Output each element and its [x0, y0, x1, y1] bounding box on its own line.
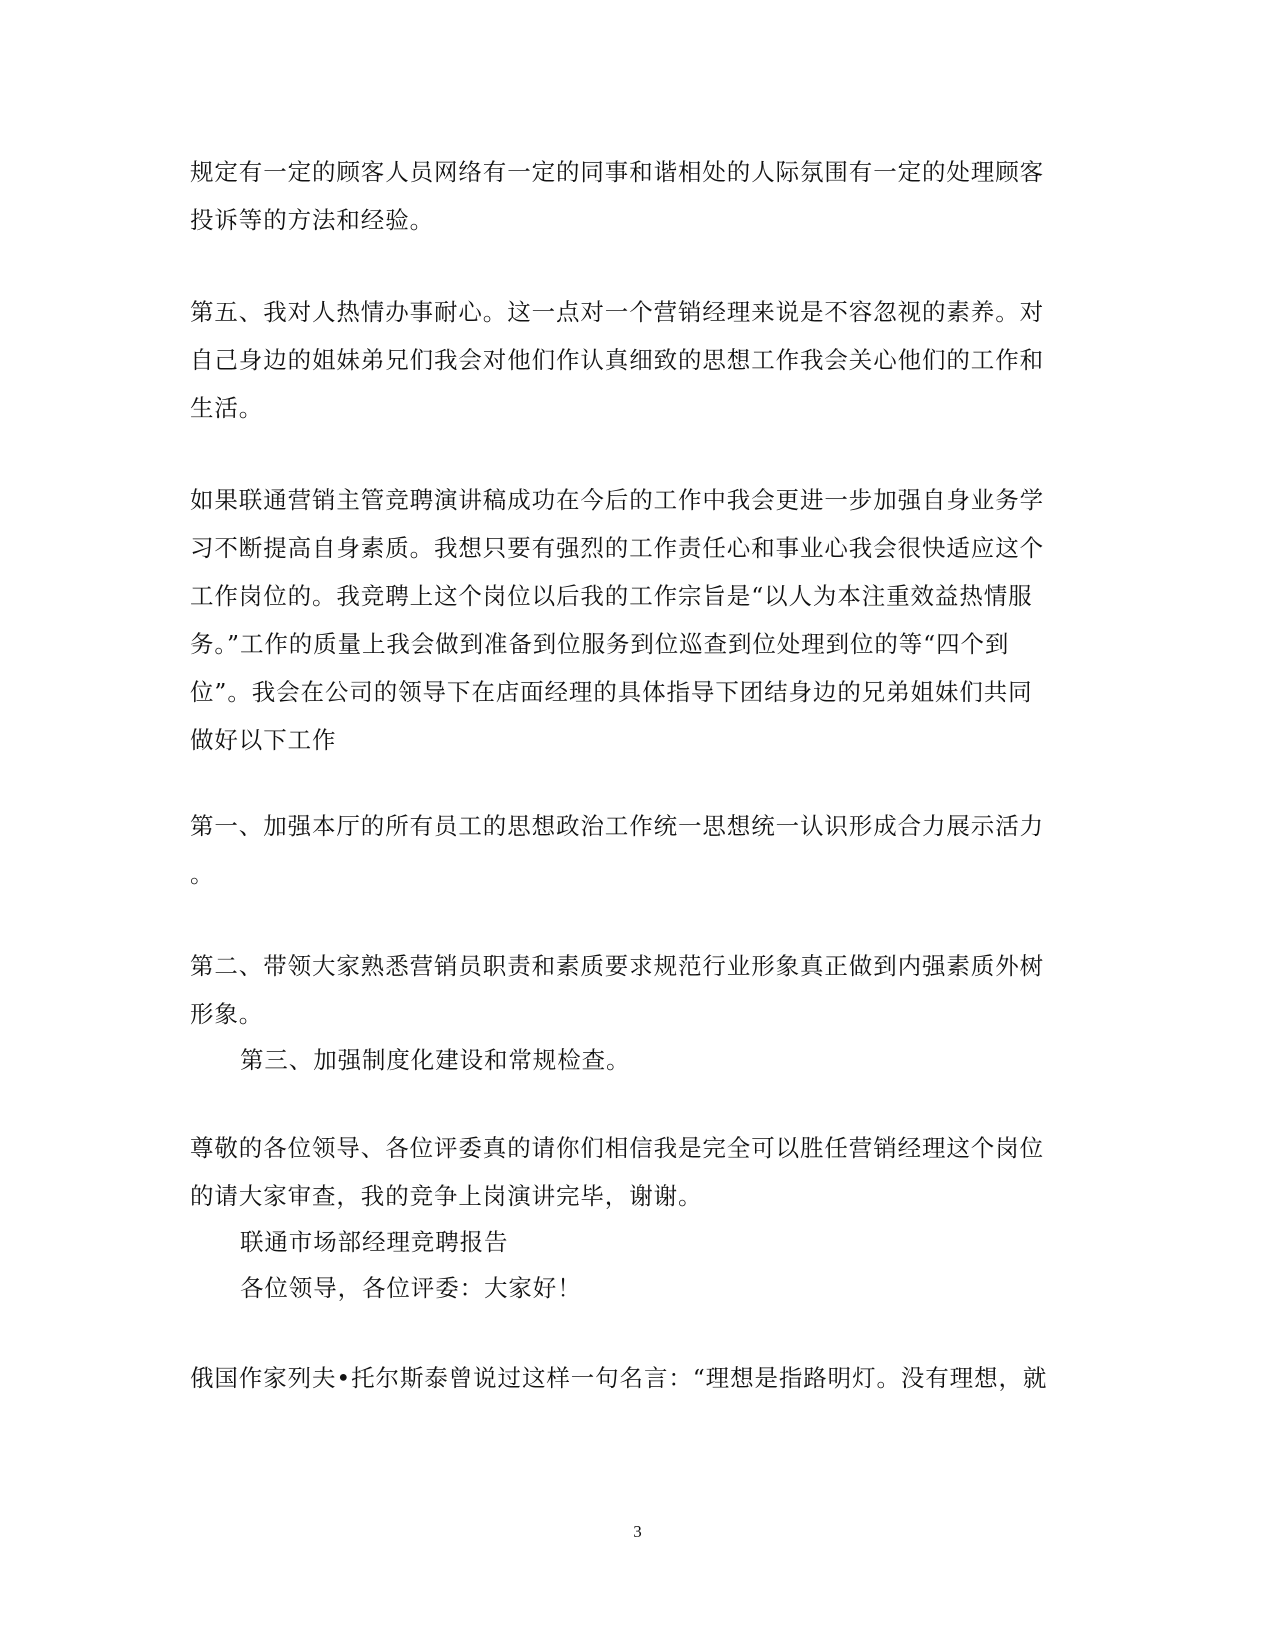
- page-number: 3: [633, 1522, 642, 1541]
- paragraph-tolstoy-quote: [190, 1354, 1070, 1402]
- text-line: 第一、加强本厅的所有员工的思想政治工作统一思想统一认识形成合力展示活力: [190, 812, 1044, 840]
- text-line: 规定有一定的顾客人员网络有一定的同事和谐相处的人际氛围有一定的处理顾客: [190, 158, 1044, 186]
- text-line: 位”。我会在公司的领导下在店面经理的具体指导下团结身边的兄弟姐妹们共同: [190, 678, 1033, 706]
- text-line: 做好以下工作: [190, 726, 337, 754]
- text-line: 习不断提高自身素质。我想只要有强烈的工作责任心和事业心我会很快适应这个: [190, 534, 1044, 562]
- text-line: 第二、带领大家熟悉营销员职责和素质要求规范行业形象真正做到内强素质外树: [190, 952, 1044, 980]
- paragraph-closing: [190, 1124, 1070, 1220]
- text-line: 形象。: [190, 1000, 264, 1028]
- paragraph-third-task: [240, 1036, 1070, 1084]
- text-line: 联通市场部经理竞聘报告: [240, 1228, 509, 1256]
- report-title: [240, 1218, 1070, 1266]
- text-line: 第三、加强制度化建设和常规检查。: [240, 1046, 631, 1074]
- paragraph-customer-network: [190, 148, 1070, 244]
- text-line: 如果联通营销主管竞聘演讲稿成功在今后的工作中我会更进一步加强自身业务学: [190, 486, 1044, 514]
- text-line: 各位领导，各位评委：大家好！: [240, 1274, 582, 1302]
- paragraph-future-work: [190, 476, 1070, 764]
- paragraph-fifth-point: [190, 288, 1070, 432]
- text-line: 的请大家审查，我的竞争上岗演讲完毕，谢谢。: [190, 1182, 703, 1210]
- text-line: 第五、我对人热情办事耐心。这一点对一个营销经理来说是不容忽视的素养。对: [190, 298, 1044, 326]
- text-line: 工作岗位的。我竞聘上这个岗位以后我的工作宗旨是“以人为本注重效益热情服: [190, 582, 1033, 610]
- greeting: [240, 1264, 1070, 1312]
- text-line: 自己身边的姐妹弟兄们我会对他们作认真细致的思想工作我会关心他们的工作和: [190, 346, 1044, 374]
- text-line: 生活。: [190, 394, 264, 422]
- text-line: 务。”工作的质量上我会做到准备到位服务到位巡查到位处理到位的等“四个到: [190, 630, 1010, 658]
- text-line: 尊敬的各位领导、各位评委真的请你们相信我是完全可以胜任营销经理这个岗位: [190, 1134, 1044, 1162]
- paragraph-second-task: [190, 942, 1070, 1038]
- text-line: 俄国作家列夫•托尔斯泰曾说过这样一句名言：“理想是指路明灯。没有理想，就: [190, 1364, 1048, 1392]
- text-line: 。: [190, 860, 215, 888]
- paragraph-first-task: [190, 802, 1070, 898]
- text-line: 投诉等的方法和经验。: [190, 206, 434, 234]
